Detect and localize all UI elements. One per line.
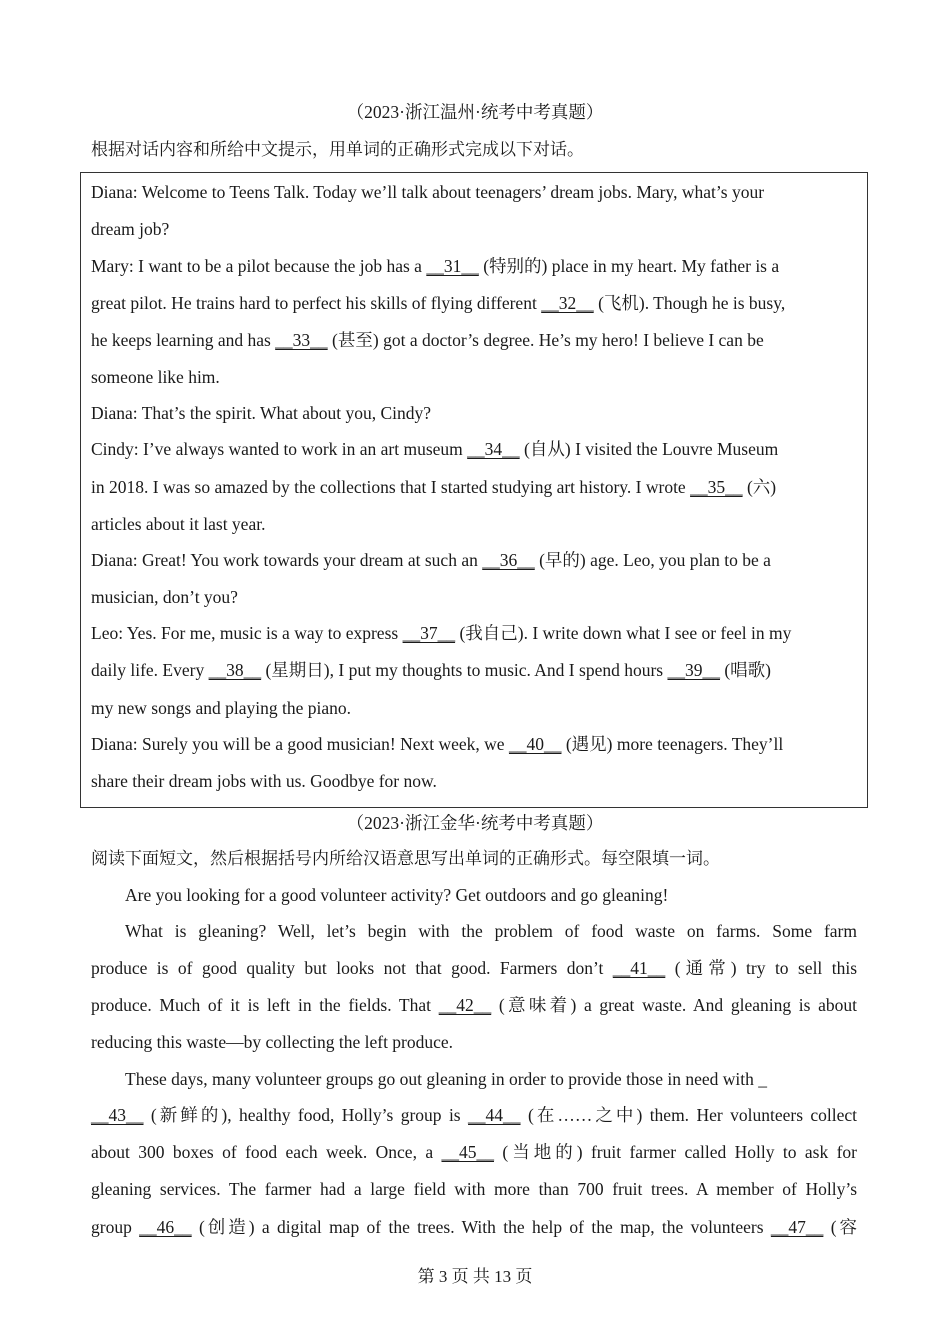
dialogue-line	[91, 658, 771, 682]
dialogue-line: someone like him.	[91, 367, 220, 387]
text-segment: he keeps learning and has	[91, 330, 271, 350]
text-segment: (早的) age. Leo, you plan to be a	[539, 550, 771, 570]
text-segment: (容	[830, 1217, 858, 1237]
text-segment: Diana: Great! You work towards your dream at such an	[91, 550, 478, 570]
text-segment: Leo: Yes. For me, music is a way to express	[91, 623, 399, 643]
dialogue-line	[91, 548, 771, 572]
text-segment: in 2018. I was so amazed by the collections that I started studying art history. I wrote	[91, 477, 686, 497]
dialogue-line: share their dream jobs with us. Goodbye for now.	[91, 771, 437, 791]
blank-42[interactable]: __42__	[438, 995, 492, 1015]
text-segment: (自从) I visited the Louvre Museum	[524, 439, 779, 459]
dialogue-line: articles about it last year.	[91, 514, 266, 534]
passage-line	[91, 1140, 857, 1164]
blank-41[interactable]: __41__	[612, 958, 666, 978]
blank-35[interactable]: __35__	[690, 477, 743, 497]
text-segment: (我自己). I write down what I see or feel in my	[459, 623, 792, 643]
text-segment: (遇见) more teenagers. They’ll	[565, 734, 784, 754]
page-number: 第 3 页 共 13 页	[417, 1267, 533, 1286]
text-segment: group	[91, 1217, 132, 1237]
text-segment: (创造) a digital map of the trees. With the help of the map, the volunteers	[199, 1217, 764, 1237]
text-segment: about 300 boxes of food each week. Once, a	[91, 1142, 434, 1162]
dialogue-line	[91, 437, 778, 461]
text-segment: Diana: Surely you will be a good musician! Next week, we	[91, 734, 505, 754]
passage-line: Are you looking for a good volunteer activity? Get outdoors and go gleaning!	[125, 885, 669, 905]
dialogue-line	[91, 621, 791, 645]
text-segment: daily life. Every	[91, 660, 205, 680]
dialogue-line	[91, 291, 785, 315]
source-line-1: （2023·浙江温州·统考中考真题）	[346, 102, 604, 122]
dialogue-line: dream job?	[91, 219, 170, 239]
text-segment: (当地的) fruit farmer called Holly to ask for	[502, 1142, 858, 1162]
blank-31[interactable]: __31__	[426, 256, 479, 276]
instruction-2: 阅读下面短文，然后根据括号内所给汉语意思写出单词的正确形式。每空限填一词。	[91, 849, 720, 869]
blank-43[interactable]: __43__	[91, 1105, 144, 1125]
dialogue-line	[91, 328, 764, 352]
text-segment: (六)	[746, 477, 777, 497]
dialogue-line: my new songs and playing the piano.	[91, 698, 352, 718]
text-segment: (意味着) a great waste. And gleaning is about	[498, 995, 858, 1015]
text-segment: produce. Much of it is left in the fields. That	[91, 995, 432, 1015]
passage-line: These days, many volunteer groups go out gleaning in order to provide those in need with _	[125, 1069, 768, 1089]
text-segment: (在……之中) them. Her volunteers collect	[527, 1105, 858, 1125]
text-segment: (唱歌)	[724, 660, 772, 680]
blank-32[interactable]: __32__	[541, 293, 594, 313]
instruction-1: 根据对话内容和所给中文提示，用单词的正确形式完成以下对话。	[91, 140, 584, 160]
blank-44[interactable]: __44__	[468, 1105, 521, 1125]
text-segment: great pilot. He trains hard to perfect his skills of flying different	[91, 293, 537, 313]
passage-line	[91, 1103, 857, 1127]
text-segment: Mary: I want to be a pilot because the job has a	[91, 256, 422, 276]
blank-36[interactable]: __36__	[482, 550, 535, 570]
text-segment: (飞机). Though he is busy,	[598, 293, 786, 313]
blank-46[interactable]: __46__	[139, 1217, 192, 1237]
dialogue-line	[91, 732, 783, 756]
blank-47[interactable]: __47__	[770, 1217, 824, 1237]
text-segment: (甚至) got a doctor’s degree. He’s my hero! I believe I can be	[332, 330, 764, 350]
text-segment: (通常) try to sell this	[674, 958, 858, 978]
text-segment: produce is of good quality but looks not that good. Farmers don’t	[91, 958, 604, 978]
dialogue-line	[91, 254, 779, 278]
blank-33[interactable]: __33__	[275, 330, 328, 350]
dialogue-line: Diana: That’s the spirit. What about you, Cindy?	[91, 403, 432, 423]
blank-45[interactable]: __45__	[441, 1142, 494, 1162]
dialogue-line	[91, 475, 776, 499]
passage-line	[91, 993, 857, 1017]
text-segment: (星期日), I put my thoughts to music. And I spend hours	[265, 660, 664, 680]
passage-line: reducing this waste—by collecting the left produce.	[91, 1032, 454, 1052]
dialogue-line: Diana: Welcome to Teens Talk. Today we’ll talk about teenagers’ dream jobs. Mary, what’s your	[91, 182, 765, 202]
passage-line: gleaning services. The farmer had a large field with more than 700 fruit trees. A member of Holly’s	[91, 1179, 857, 1199]
passage-line: What is gleaning? Well, let’s begin with the problem of food waste on farms. Some farm	[125, 921, 857, 941]
dialogue-line: musician, don’t you?	[91, 587, 238, 607]
passage-line	[91, 956, 857, 980]
source-line-2: （2023·浙江金华·统考中考真题）	[346, 813, 604, 833]
blank-40[interactable]: __40__	[508, 734, 562, 754]
blank-39[interactable]: __39__	[667, 660, 720, 680]
blank-37[interactable]: __37__	[402, 623, 456, 643]
blank-38[interactable]: __38__	[208, 660, 262, 680]
text-segment: (新鲜的), healthy food, Holly’s group is	[150, 1105, 461, 1125]
text-segment: Cindy: I’ve always wanted to work in an art museum	[91, 439, 463, 459]
blank-34[interactable]: __34__	[467, 439, 520, 459]
text-segment: (特别的) place in my heart. My father is a	[483, 256, 780, 276]
passage-line	[91, 1215, 857, 1239]
